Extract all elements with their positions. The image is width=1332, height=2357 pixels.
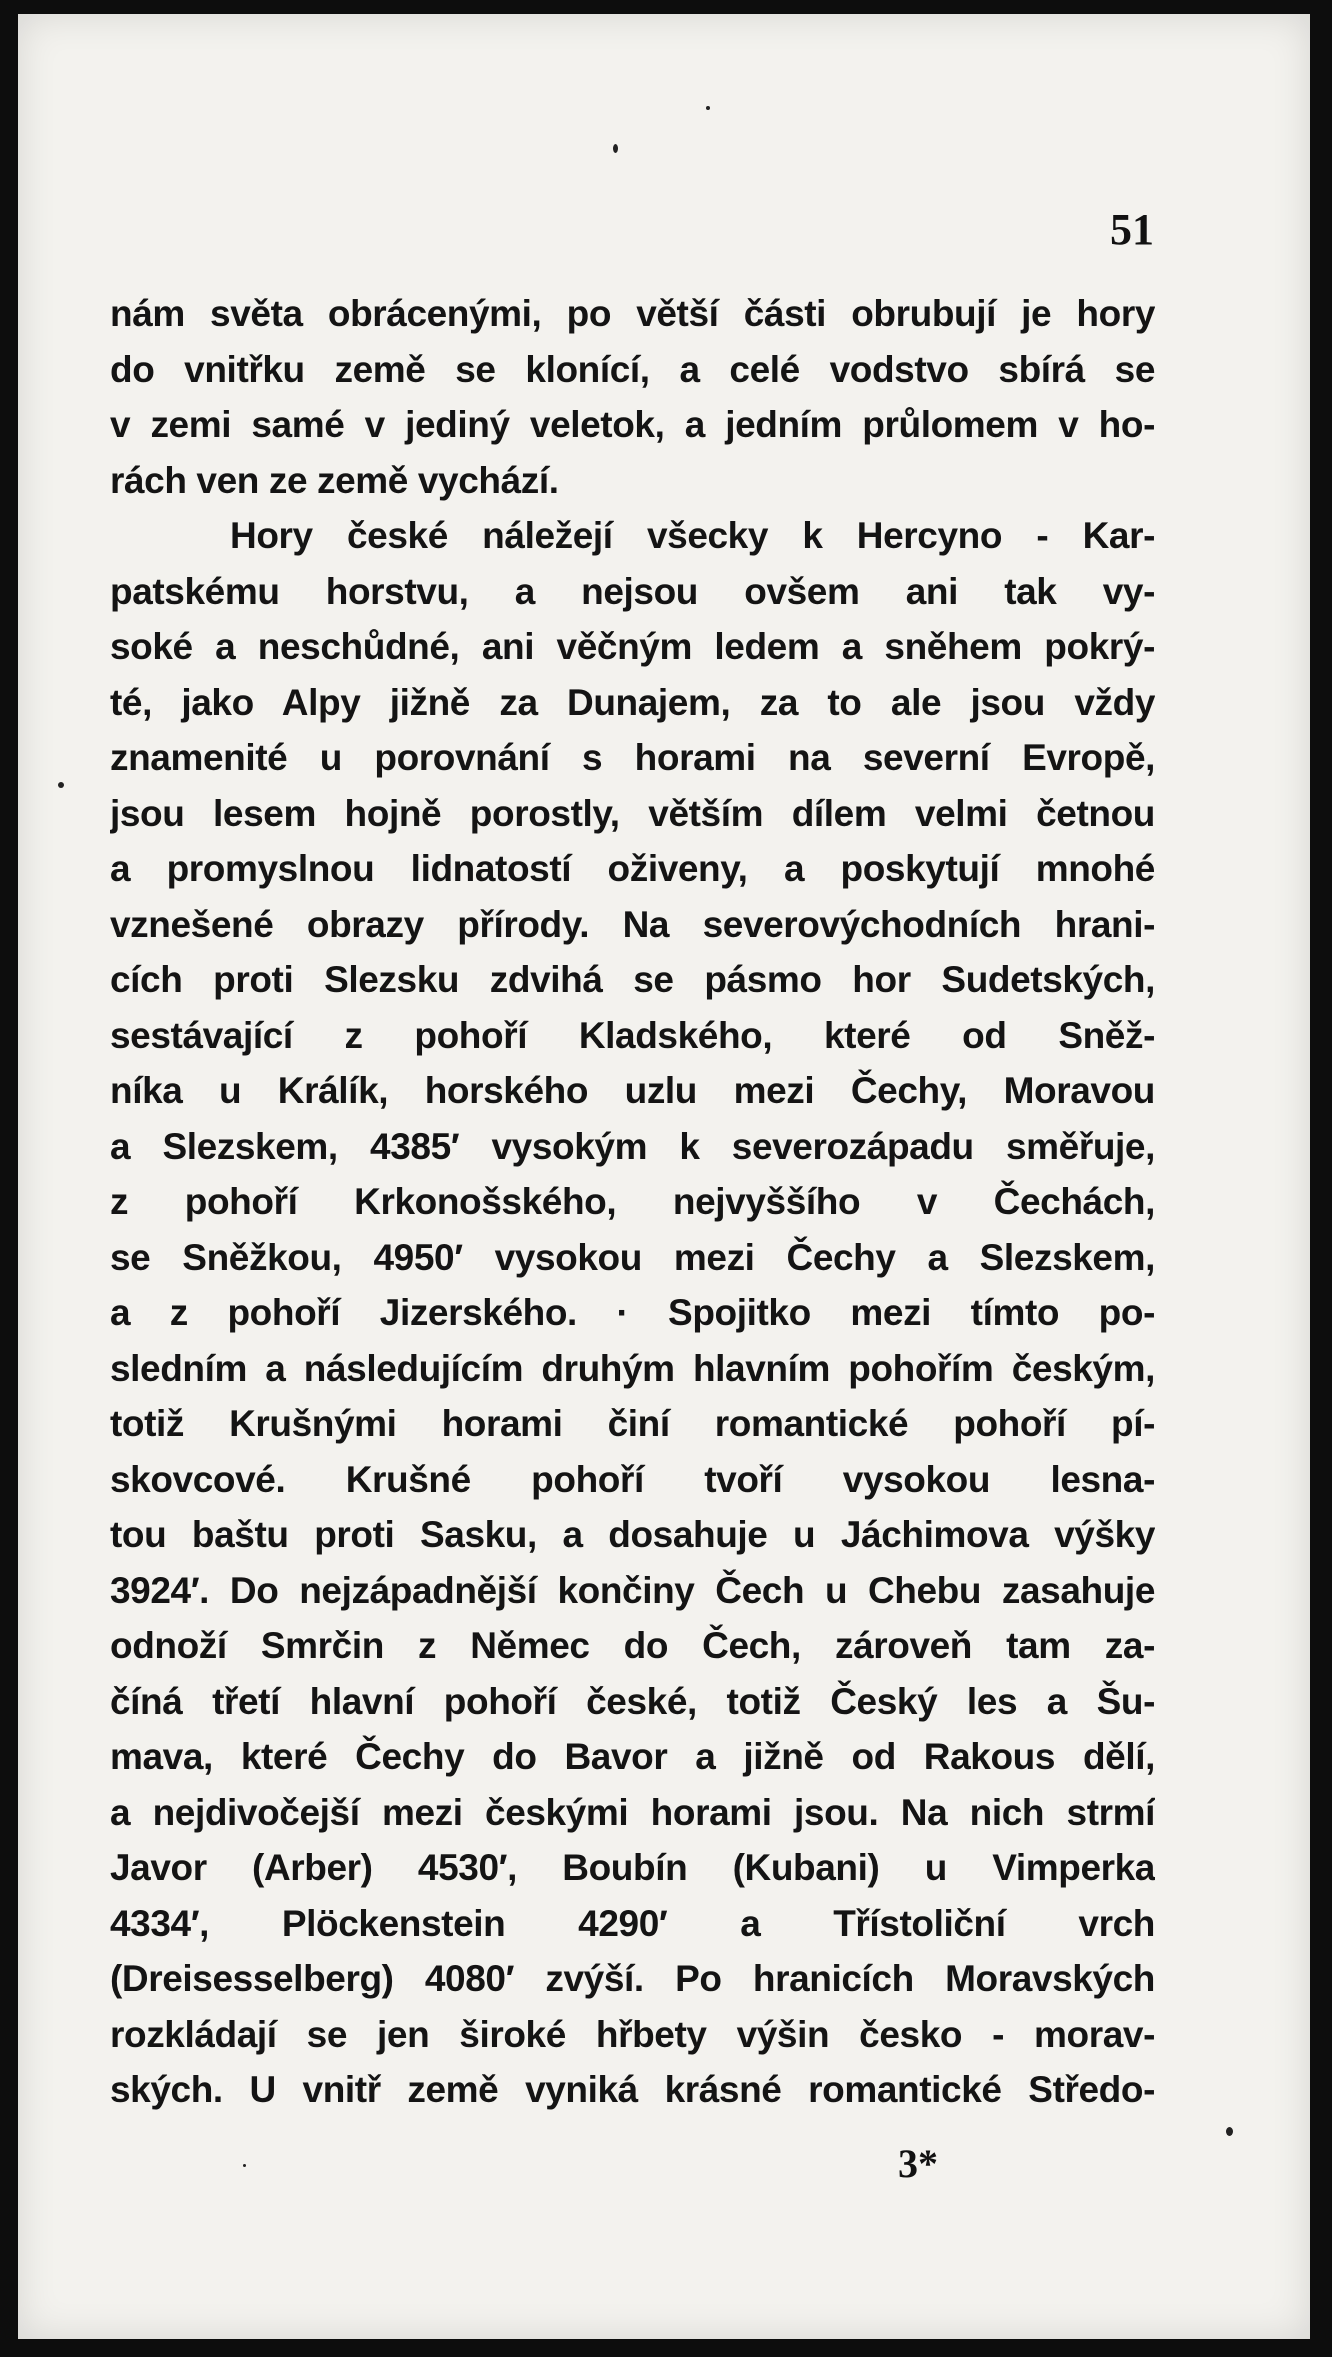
- text-line: totiž Krušnými horami činí romantické pohoří pí-: [110, 1403, 1155, 1444]
- text-line: (Dreisesselberg) 4080′ zvýší. Po hranicích Moravských: [110, 1958, 1155, 1999]
- text-line: znamenité u porovnání s horami na severní Evropě,: [110, 737, 1155, 778]
- text-line: a z pohoří Jizerského. · Spojitko mezi tímto po-: [110, 1292, 1155, 1333]
- body-text: [110, 286, 1155, 2118]
- text-line: Hory české náležejí všecky k Hercyno - Kar-: [230, 515, 1155, 556]
- text-line: Javor (Arber) 4530′, Boubín (Kubani) u Vimperka: [110, 1847, 1155, 1888]
- text-line: sestávající z pohoří Kladského, které od Sněž-: [110, 1014, 1155, 1056]
- scan-speck: [243, 2164, 246, 2167]
- text-line: číná třetí hlavní pohoří české, totiž Český les a Šu-: [110, 1680, 1155, 1722]
- text-line: nám světa obrácenými, po větší části obrubují je hory: [110, 293, 1155, 334]
- text-line: vznešené obrazy přírody. Na severovýchodních hrani-: [110, 903, 1155, 945]
- text-line: odnoží Smrčin z Němec do Čech, zároveň tam za-: [110, 1625, 1155, 1666]
- book-page: [18, 14, 1310, 2339]
- text-line: sledním a následujícím druhým hlavním pohořím českým,: [110, 1347, 1155, 1389]
- text-line: rozkládají se jen široké hřbety výšin česko - morav-: [110, 2013, 1155, 2055]
- text-line: soké a neschůdné, ani věčným ledem a sněhem pokrý-: [110, 626, 1155, 667]
- text-line: cích proti Slezsku zdvihá se pásmo hor Sudetských,: [110, 959, 1155, 1000]
- text-line: rách ven ze země vychází.: [110, 459, 559, 501]
- scan-speck: [58, 782, 64, 788]
- text-line: mava, které Čechy do Bavor a jižně od Rakous dělí,: [110, 1736, 1155, 1777]
- text-line: té, jako Alpy jižně za Dunajem, za to ale jsou vždy: [110, 681, 1155, 723]
- text-line: 4334′, Plöckenstein 4290′ a Třístoliční vrch: [110, 1902, 1155, 1944]
- text-line: tou baštu proti Sasku, a dosahuje u Jáchimova výšky: [110, 1514, 1155, 1555]
- text-line: z pohoří Krkonošského, nejvyššího v Čechách,: [110, 1181, 1155, 1222]
- text-line: a promyslnou lidnatostí oživeny, a poskytují mnohé: [110, 848, 1155, 889]
- text-line: a nejdivočejší mezi českými horami jsou. Na nich strmí: [110, 1791, 1155, 1833]
- scan-speck: [1226, 2127, 1233, 2136]
- text-line: se Sněžkou, 4950′ vysokou mezi Čechy a Slezskem,: [110, 1236, 1155, 1278]
- page-number: 51: [1110, 205, 1154, 254]
- signature-mark: 3*: [898, 2141, 938, 2186]
- text-line: v zemi samé v jediný veletok, a jedním průlomem v ho-: [110, 404, 1155, 445]
- text-line: ských. U vnitř země vyniká krásné romantické Středo-: [110, 2069, 1155, 2110]
- text-line: skovcové. Krušné pohoří tvoří vysokou lesna-: [110, 1458, 1155, 1500]
- text-line: a Slezskem, 4385′ vysokým k severozápadu směřuje,: [110, 1125, 1155, 1167]
- scan-speck: [613, 144, 618, 153]
- scan-speck: [706, 106, 710, 110]
- text-line: patskému horstvu, a nejsou ovšem ani tak vy-: [110, 570, 1155, 612]
- text-line: jsou lesem hojně porostly, větším dílem velmi četnou: [110, 792, 1155, 834]
- text-line: níka u Králík, horského uzlu mezi Čechy, Moravou: [110, 1070, 1155, 1111]
- text-line: 3924′. Do nejzápadnější končiny Čech u Chebu zasahuje: [110, 1569, 1155, 1611]
- text-line: do vnitřku země se klonící, a celé vodstvo sbírá se: [110, 348, 1155, 390]
